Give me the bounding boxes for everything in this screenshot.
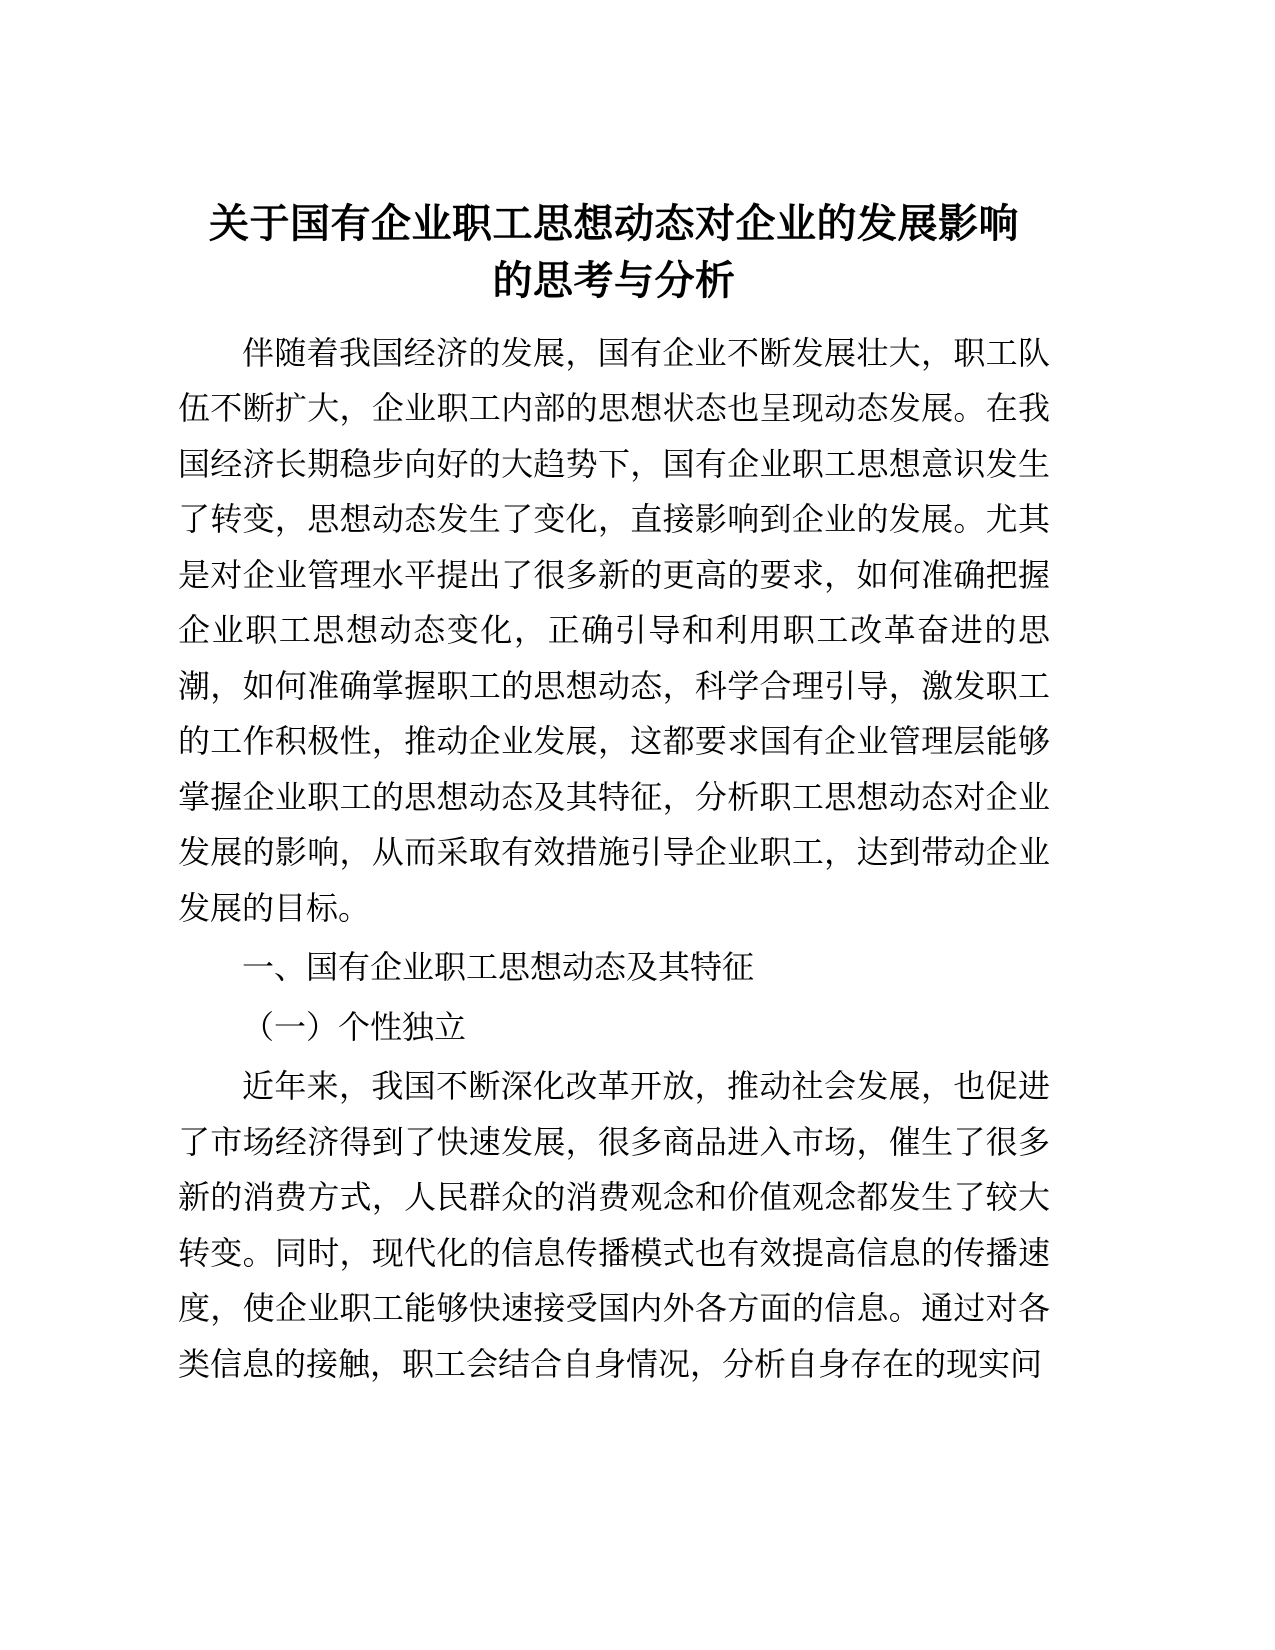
section-heading-1: 一、国有企业职工思想动态及其特征 [242,949,755,986]
subsection-heading-1-1: （一）个性独立 [242,1008,467,1045]
paragraph-intro: 伴随着我国经济的发展，国有企业不断发展壮大，职工队伍不断扩大，企业职工内部的思想状态也呈现动态发展。在我国经济长期稳步向好的大趋势下，国有企业职工思想意识发生了转变，思想动态发生了变化，直接影响到企业的发展。尤其是对企业管理水平提出了很多新的更高的要求，如何准确把握企业职工思想动态变化，正确引导和利用职工改革奋进的思潮，如何准确掌握职工的思想动态，科学合理引导，激发职工的工作积极性，推动企业发展，这都要求国有企业管理层能够掌握企业职工的思想动态及其特征，分析职工思想动态对企业发展的影响，从而采取有效措施引导企业职工，达到带动企业发展的目标。 [178,334,1050,926]
paragraph-subsection-1-1: 近年来，我国不断深化改革开放，推动社会发展，也促进了市场经济得到了快速发展，很多商品进入市场，催生了很多新的消费方式，人民群众的消费观念和价值观念都发生了较大转变。同时，现代化的信息传播模式也有效提高信息的传播速度，使企业职工能够快速接受国内外各方面的信息。通过对各类信息的接触，职工会结合自身情况，分析自身存在的现实问 [178,1068,1050,1382]
document-content [178,196,1050,1393]
page-title: 关于国有企业职工思想动态对企业的发展影响的思考与分析 [209,202,1019,303]
